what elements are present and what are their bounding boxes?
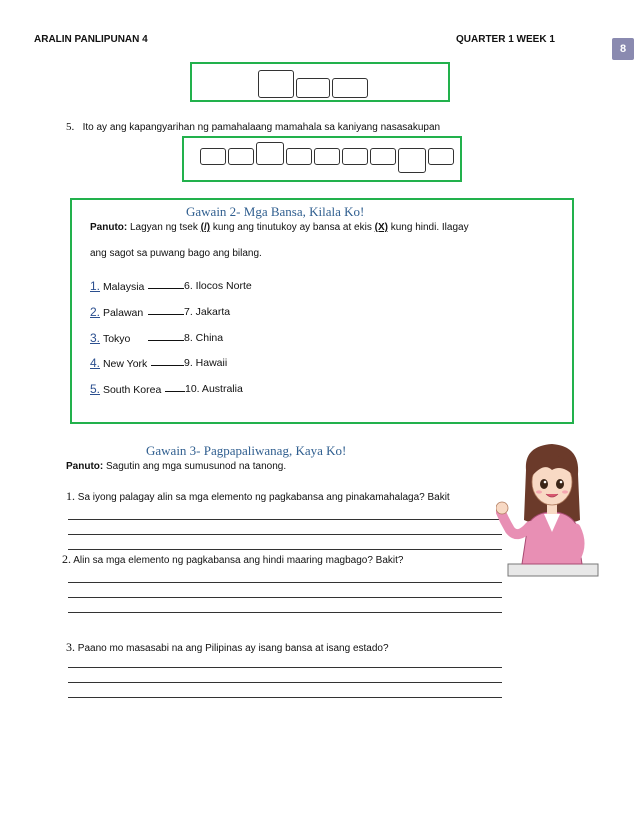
item-label: 8. China (184, 332, 224, 344)
item-number: 4. (90, 356, 101, 370)
item-label: New York (102, 358, 148, 370)
item-label: Malaysia (102, 281, 145, 293)
list-item (148, 331, 223, 344)
question-2 (62, 552, 403, 567)
letter-cell (398, 148, 426, 173)
item-label: Palawan (102, 307, 144, 319)
panuto-text-a: Lagyan ng tsek (127, 222, 201, 233)
letter-cell (342, 148, 368, 165)
answer-line[interactable] (68, 582, 502, 583)
gawain-2-instructions (90, 222, 469, 233)
item-number: 1. (90, 279, 101, 293)
item-number: 5. (90, 382, 101, 396)
letter-cell (296, 78, 330, 98)
page-number-badge: 8 (612, 38, 634, 60)
question-text: Paano mo masasabi na ang Pilipinas ay isang bansa at isang estado? (75, 643, 389, 654)
question-5-number: 5. (66, 121, 75, 133)
answer-box-4 (190, 62, 450, 102)
panuto-text-b: kung ang tinutukoy ay bansa at ekis (210, 222, 375, 233)
item-number: 2. (90, 305, 101, 319)
answer-line[interactable] (68, 597, 502, 598)
list-item (90, 279, 144, 293)
panuto-label: Panuto: (90, 222, 128, 233)
gawain-3-instructions (66, 461, 286, 472)
gawain-3-title: Gawain 3- Pagpapaliwanag, Kaya Ko! (146, 443, 347, 458)
list-item (165, 382, 243, 395)
question-1 (66, 489, 450, 504)
item-label: 6. Ilocos Norte (184, 280, 252, 292)
quarter-header: QUARTER 1 WEEK 1 (456, 34, 555, 45)
list-item (90, 356, 147, 370)
answer-line[interactable] (68, 534, 502, 535)
answer-blank[interactable] (165, 382, 185, 392)
answer-line[interactable] (68, 519, 502, 520)
list-item (151, 356, 227, 369)
letter-cell (314, 148, 340, 165)
list-item (90, 331, 130, 345)
answer-line[interactable] (68, 682, 502, 683)
question-text: Alin sa mga elemento ng pagkabansa ang hindi maaring magbago? Bakit? (71, 555, 404, 566)
gawain-2-instructions-line2: ang sagot sa puwang bago ang bilang. (90, 248, 262, 259)
answer-line[interactable] (68, 667, 502, 668)
list-item (90, 305, 143, 319)
answer-line[interactable] (68, 549, 502, 550)
answer-line[interactable] (68, 697, 502, 698)
answer-blank[interactable] (151, 356, 184, 366)
item-label: 7. Jakarta (184, 306, 231, 318)
check-mark: (/) (200, 222, 211, 233)
panuto-label: Panuto: (66, 461, 104, 472)
item-label: Tokyo (102, 333, 131, 345)
cross-mark: (X) (374, 222, 388, 233)
letter-cell (258, 70, 294, 98)
question-text: Sa iyong palagay alin sa mga elemento ng pagkabansa ang pinakamahalaga? Bakit (75, 492, 450, 503)
question-number: 3. (66, 640, 75, 654)
question-number: 2. (62, 552, 71, 566)
gawain-2-title: Gawain 2- Mga Bansa, Kilala Ko! (186, 204, 365, 219)
answer-blank[interactable] (148, 305, 184, 315)
letter-cell (428, 148, 454, 165)
panuto-text-c: kung hindi. Ilagay (387, 222, 469, 233)
letter-cell (332, 78, 368, 98)
answer-box-5 (182, 136, 462, 182)
letter-cell (228, 148, 254, 165)
teacher-illustration (496, 440, 606, 580)
letter-cell (286, 148, 312, 165)
question-3 (66, 640, 389, 655)
question-5-text: Ito ay ang kapangyarihan ng pamahalaang mamahala sa kaniyang nasasakupan (82, 122, 441, 133)
item-label: South Korea (102, 384, 162, 396)
letter-cell (370, 148, 396, 165)
subject-header: ARALIN PANLIPUNAN 4 (34, 34, 148, 45)
answer-line[interactable] (68, 612, 502, 613)
item-label: 10. Australia (185, 383, 243, 395)
answer-blank[interactable] (148, 331, 184, 341)
panuto-text: Sagutin ang mga sumusunod na tanong. (103, 461, 287, 472)
list-item (90, 382, 161, 396)
list-item (148, 279, 252, 292)
question-number: 1. (66, 489, 75, 503)
answer-blank[interactable] (148, 279, 184, 289)
letter-cell (200, 148, 226, 165)
list-item (148, 305, 230, 318)
item-label: 9. Hawaii (184, 357, 228, 369)
question-5 (66, 121, 440, 133)
item-number: 3. (90, 331, 101, 345)
letter-cell (256, 142, 284, 165)
